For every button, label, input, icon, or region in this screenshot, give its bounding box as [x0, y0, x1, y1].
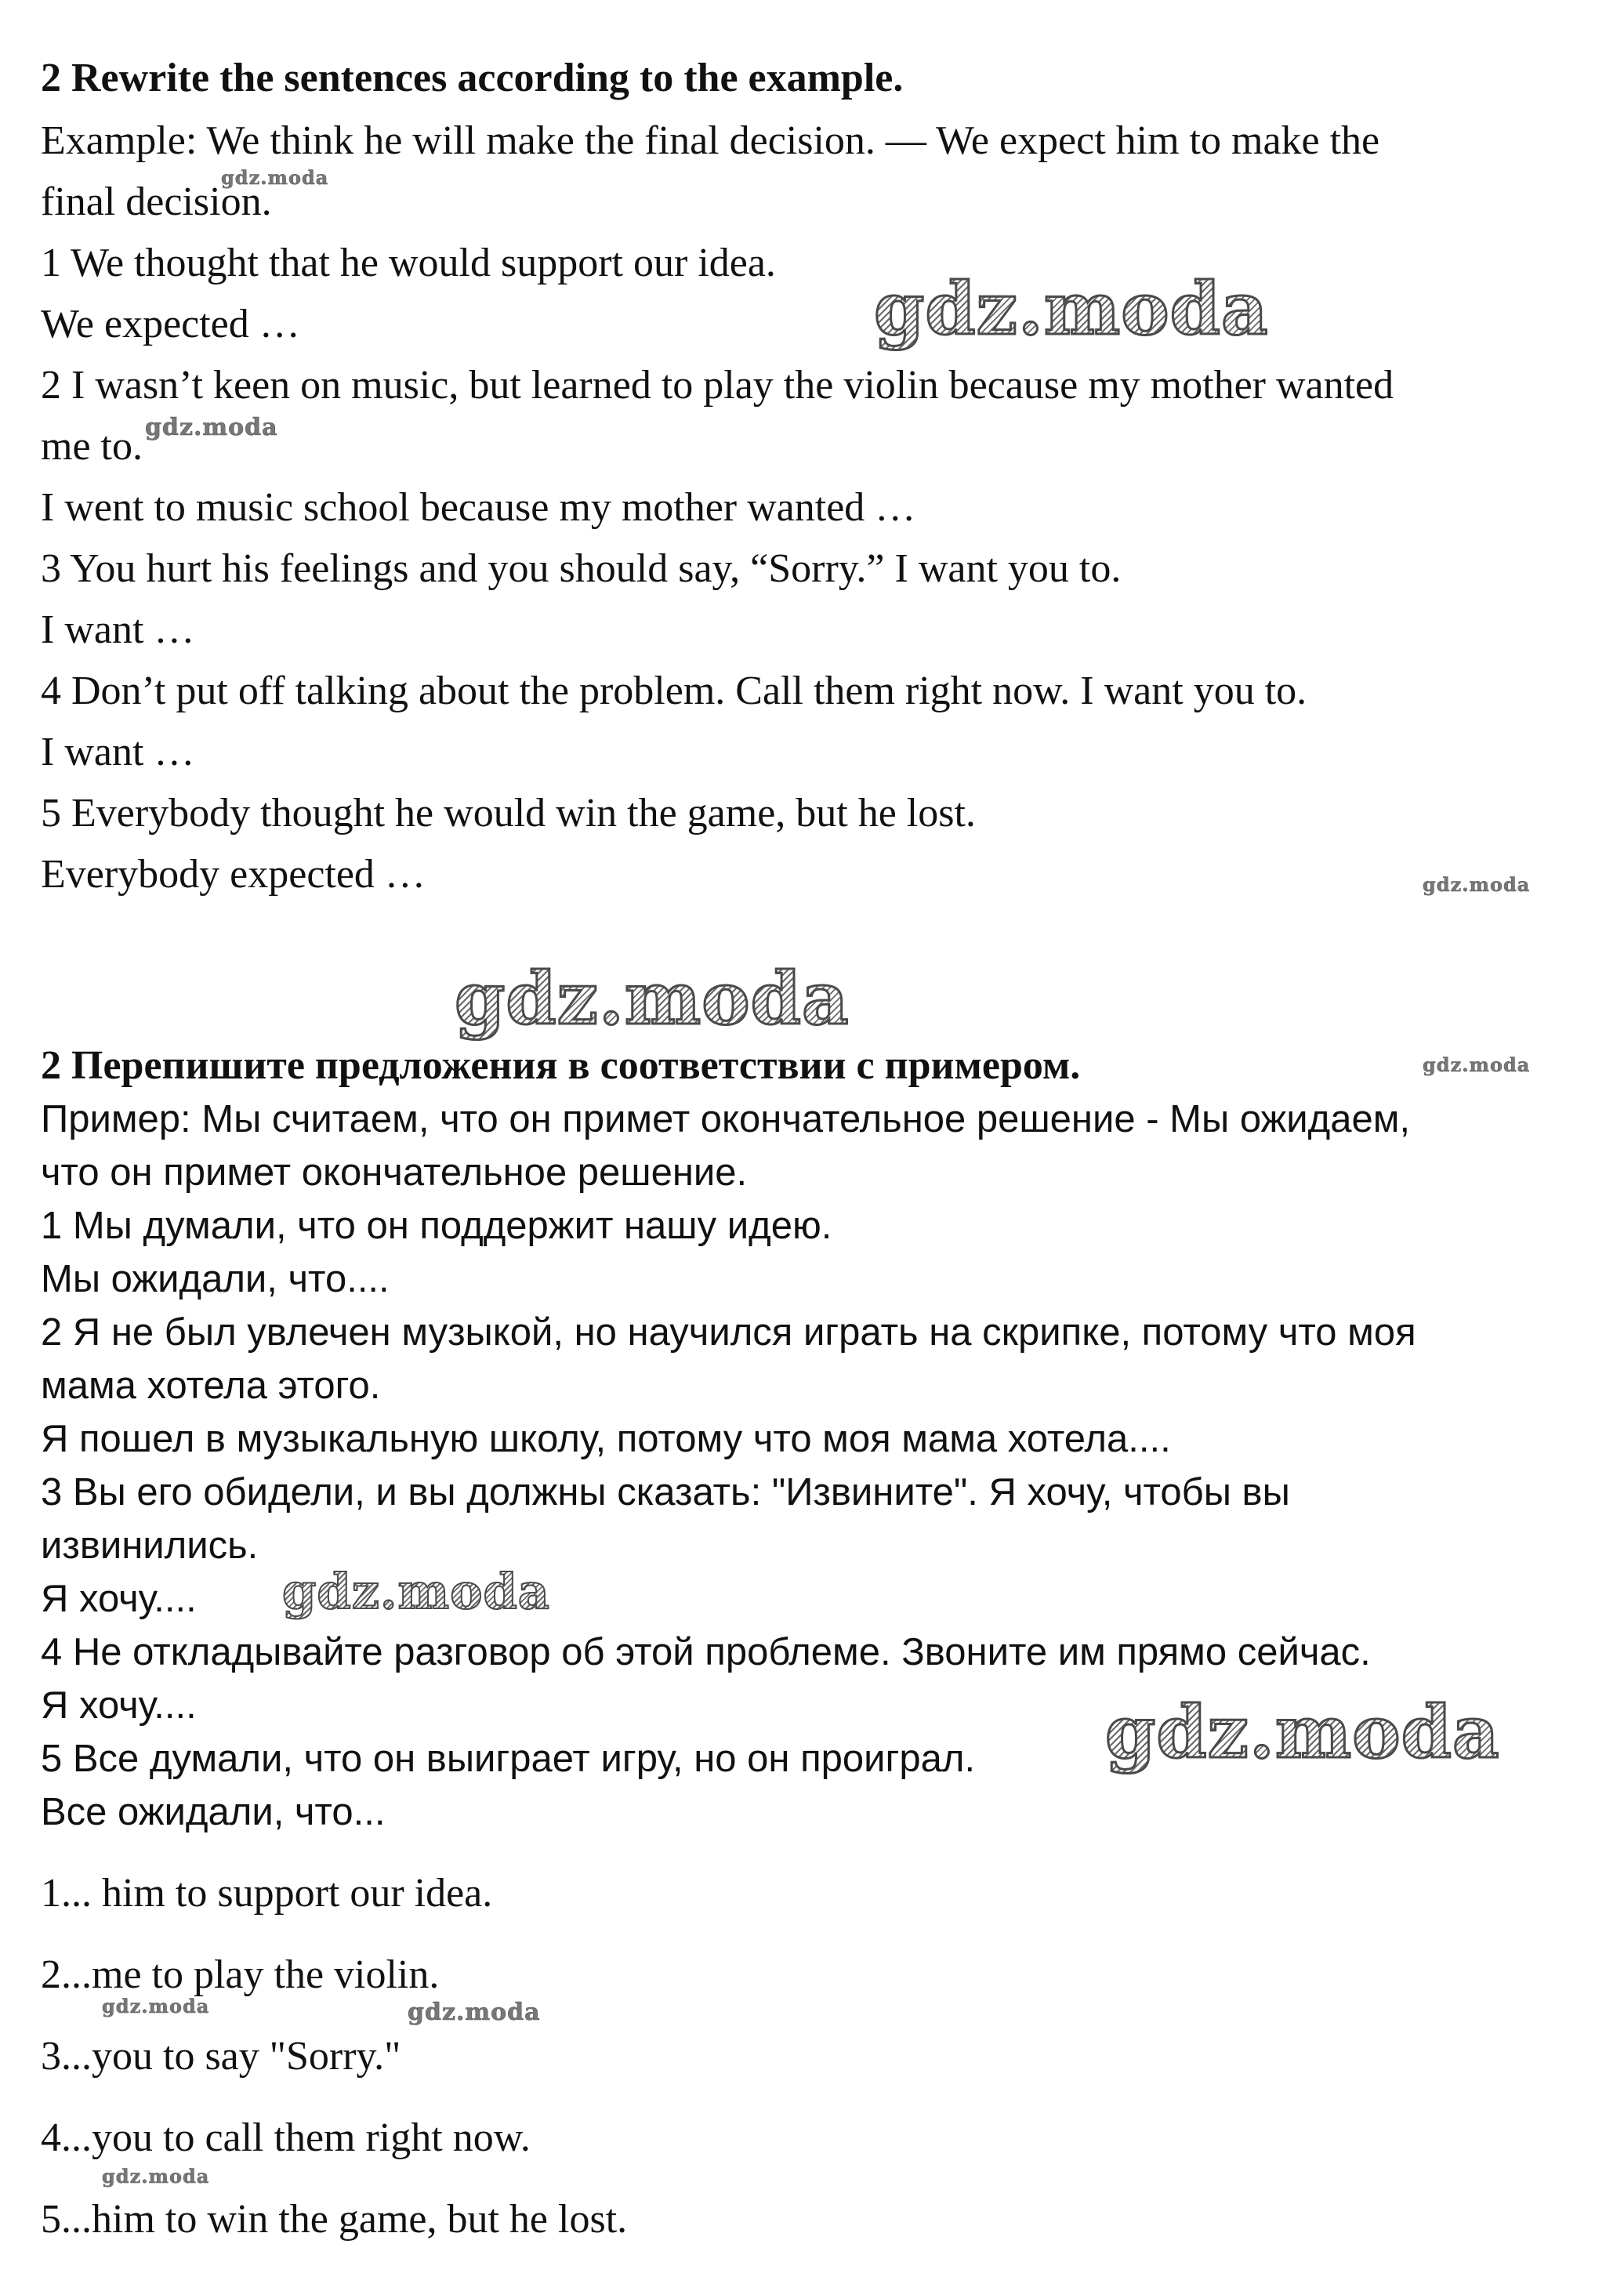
watermark-large-1: gdz.moda	[874, 266, 1269, 351]
russian-item-5: 5 Все думали, что он выиграет игру, но он проиграл.	[41, 1738, 976, 1780]
english-item-4: 4 Don’t put off talking about the problem. Call them right now. I want you to.	[41, 669, 1307, 713]
english-item-2-prompt: I went to music school because my mother wanted …	[41, 485, 916, 530]
english-example-line-1: Example: We think he will make the final decision. — We expect him to make the	[41, 118, 1380, 163]
english-item-3: 3 You hurt his feelings and you should say, “Sorry.” I want you to.	[41, 546, 1122, 591]
english-item-2-line-2: me to.	[41, 424, 143, 469]
russian-item-1: 1 Мы думали, что он поддержит нашу идею.	[41, 1205, 832, 1247]
answer-2: 2...me to play the violin.	[41, 1952, 440, 1997]
russian-item-1-prompt: Мы ожидали, что....	[41, 1258, 390, 1300]
english-item-1-prompt: We expected …	[41, 302, 300, 346]
english-item-5: 5 Everybody thought he would win the game, but he lost.	[41, 791, 976, 836]
russian-item-4-prompt: Я хочу....	[41, 1684, 197, 1727]
russian-item-4: 4 Не откладывайте разговор об этой проблеме. Звоните им прямо сейчас.	[41, 1631, 1371, 1673]
watermark-tiny-4: gdz.moda	[102, 1995, 210, 2017]
russian-example-line-2: что он примет окончательное решение.	[41, 1151, 748, 1194]
russian-heading: 2 Перепишите предложения в соответствии с примером.	[41, 1043, 1081, 1088]
answer-3: 3...you to say "Sorry."	[41, 2034, 401, 2079]
english-item-1: 1 We thought that he would support our idea.	[41, 241, 776, 285]
english-item-5-prompt: Everybody expected …	[41, 852, 426, 897]
english-heading: 2 Rewrite the sentences according to the example.	[41, 56, 904, 100]
watermark-large-3: gdz.moda	[1105, 1690, 1500, 1774]
russian-item-2-line-1: 2 Я не был увлечен музыкой, но научился играть на скрипке, потому что моя	[41, 1311, 1416, 1354]
english-item-3-prompt: I want …	[41, 607, 195, 652]
answer-4: 4...you to call them right now.	[41, 2115, 531, 2160]
watermark-small-2: gdz.moda	[408, 1999, 541, 2026]
watermark-tiny-1: gdz.moda	[221, 166, 329, 189]
answer-1: 1... him to support our idea.	[41, 1871, 493, 1916]
russian-item-3-line-2: извинились.	[41, 1524, 259, 1567]
russian-item-2-line-2: мама хотела этого.	[41, 1365, 381, 1407]
watermark-large-2: gdz.moda	[455, 956, 850, 1041]
russian-item-3-prompt: Я хочу....	[41, 1578, 197, 1620]
english-example-line-2: final decision.	[41, 179, 272, 224]
english-item-4-prompt: I want …	[41, 730, 195, 774]
english-item-2-line-1: 2 I wasn’t keen on music, but learned to play the violin because my mother wanted	[41, 363, 1394, 408]
watermark-medium-1: gdz.moda	[282, 1563, 550, 1620]
watermark-small-1: gdz.moda	[145, 414, 278, 441]
watermark-tiny-5: gdz.moda	[102, 2165, 210, 2188]
russian-example-line-1: Пример: Мы считаем, что он примет окончательное решение - Мы ожидаем,	[41, 1098, 1411, 1140]
watermark-tiny-3: gdz.moda	[1423, 1053, 1531, 1076]
russian-item-3-line-1: 3 Вы его обидели, и вы должны сказать: "Извините". Я хочу, чтобы вы	[41, 1471, 1290, 1513]
russian-item-5-prompt: Все ожидали, что...	[41, 1791, 386, 1833]
watermark-tiny-2: gdz.moda	[1423, 873, 1531, 896]
russian-item-2-prompt: Я пошел в музыкальную школу, потому что моя мама хотела....	[41, 1418, 1171, 1460]
answer-5: 5...him to win the game, but he lost.	[41, 2197, 628, 2242]
